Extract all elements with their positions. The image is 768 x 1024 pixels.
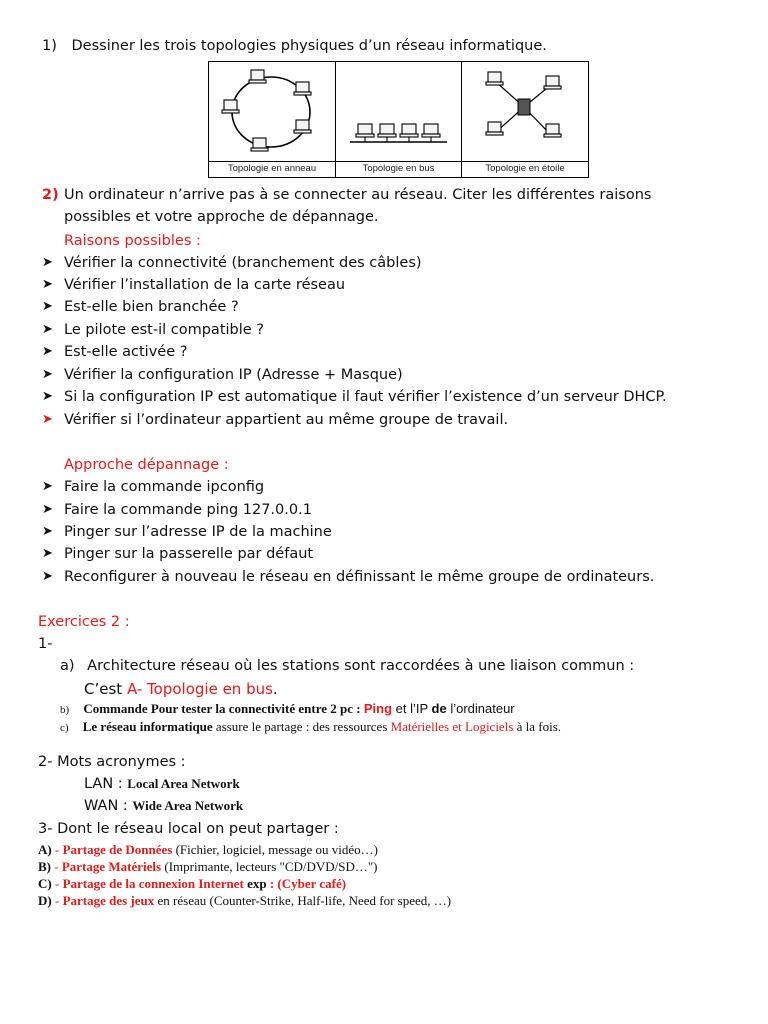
acronym-lan: LAN : Local Area Network — [84, 776, 240, 792]
question-2-line-2: possibles et votre approche de dépannage. — [64, 209, 379, 225]
question-2-number: 2) — [42, 187, 59, 203]
question-1-text: Dessiner les trois topologies physiques d’un réseau informatique. — [71, 38, 547, 54]
list-item: D) - Partage des jeux en réseau (Counter-Strike, Half-life, Need for speed, …) — [38, 893, 452, 908]
document-page: 1) Dessiner les trois topologies physiques d’un réseau informatique. Topologie en anneau Topologie en bus Topologie en étoile 2) Un ordinateur n’arrive pas à se connecter au réseau. Citer les différentes raisons possibles et votre approche de dépannage. Raisons possibles : ➤ Vérifier la connectivité (branchement des câbles) ➤ Vérifier l’installation de la carte réseau ➤ Est-elle bien branchée ? ➤ Le pilote est-il compatible ? ➤ Est-elle activée ? ➤ Vérifier la configuration IP (Adresse + Masque) ➤ Si la configuration IP est automatique il faut vérifier l’existence d’un serveur DHCP. ➤ Vérifier si l’ordinateur appartient au même groupe de travail. Approche dépannage : ➤ Faire la commande ipconfig ➤ Faire la commande ping 127.0.0.1 ➤ Pinger sur l’adresse IP de la machine ➤ Pinger sur la passerelle par défaut ➤ Reconfigurer à nouveau le réseau en définissant le même groupe de ordinateurs. Exercices 2 : 1- a) Architecture réseau où les stations sont raccordées à une liaison commun : C’est A- Topologie en bus. b) Commande Pour tester la connectivité entre 2 pc : Ping et l’IP de l’ordinateur c) Le réseau informatique assure le partage : des ressources Matérielles et Logiciels à la fois. 2- Mots acronymes : LAN : Local Area Network WAN : Wide Area Network 3- Dont le réseau local on peut partager : A) - Partage de Données (Fichier, logiciel, message ou vidéo…) B) - Partage Matériels (Imprimante, lecteurs "CD/DVD/SD…") C) - Partage de la connexion Internet exp : (Cyber café) D) - Partage des jeux en réseau (Counter-Strike, Half-life, Need for speed, …) — [0, 0, 768, 1024]
bus-topology-caption: Topologie en bus — [362, 163, 435, 174]
topology-figure — [208, 61, 589, 178]
bus-topology-diagram — [336, 62, 461, 161]
exercise-2-part-2: 2- Mots acronymes : — [38, 754, 186, 770]
item-b: b) Commande Pour tester la connectivité entre 2 pc : Ping et l’IP de l’ordinateur — [60, 701, 515, 716]
ring-topology-diagram — [209, 62, 335, 161]
exercise-2-part-3: 3- Dont le réseau local on peut partager : — [38, 821, 339, 837]
list-item: C) - Partage de la connexion Internet exp : (Cyber café) — [38, 876, 347, 891]
item-a: a) Architecture réseau où les stations sont raccordées à une liaison commun : — [60, 658, 635, 674]
question-1 — [42, 36, 547, 56]
list-item: A) - Partage de Données (Fichier, logiciel, message ou vidéo…) — [38, 842, 378, 857]
exercise-2-title: Exercices 2 : — [38, 614, 130, 630]
item-a-answer: C’est A- Topologie en bus. — [84, 680, 278, 698]
bus-topology-cell — [336, 62, 462, 177]
approach-title: Approche dépannage : — [64, 457, 229, 473]
acronym-wan: WAN : Wide Area Network — [84, 798, 244, 814]
star-topology-cell — [462, 62, 588, 177]
exercise-2-part-1: 1- — [38, 636, 53, 652]
list-item: B) - Partage Matériels (Imprimante, lecteurs "CD/DVD/SD…") — [38, 859, 378, 874]
reasons-title: Raisons possibles : — [64, 233, 201, 249]
ring-topology-caption: Topologie en anneau — [227, 163, 317, 174]
item-c: c) Le réseau informatique assure le partage : des ressources Matérielles et Logiciels à la fois. — [60, 719, 562, 734]
ring-topology-cell — [209, 62, 336, 177]
question-1-number: 1) — [42, 38, 57, 54]
question-2-line-1: Un ordinateur n’arrive pas à se connecter au réseau. Citer les différentes raisons — [64, 187, 652, 203]
star-topology-diagram — [462, 62, 588, 161]
star-topology-caption: Topologie en étoile — [485, 163, 565, 174]
